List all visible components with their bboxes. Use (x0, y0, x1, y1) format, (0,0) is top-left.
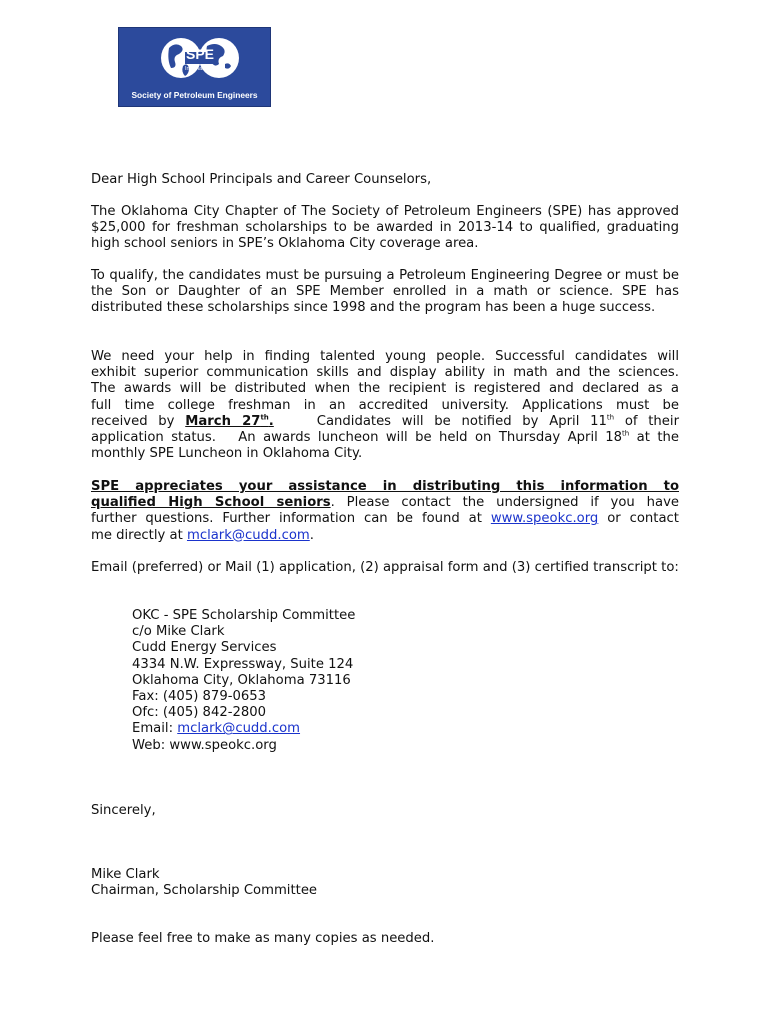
address-line: Oklahoma City, Oklahoma 73116 (132, 672, 351, 688)
help-line: exhibit superior communication skills and display ability in math and the sciences. (91, 365, 679, 381)
deadline-date: March 27th. (185, 413, 274, 429)
paragraph-help (91, 349, 679, 462)
paragraph-funding: The Oklahoma City Chapter of The Society of Petroleum Engineers (SPE) has approved $25,000 for freshman scholarships to be awarded in 2013-14 to qualified, graduating high school seniors in SPE’s Oklahoma City coverage area. (91, 204, 679, 252)
appreciation-line: further questions. Further information can be found at www.speokc.org or contact (91, 511, 679, 527)
office-phone-line: Ofc: (405) 842-2800 (132, 705, 267, 721)
appreciation-line: me directly at mclark@cudd.com. (91, 527, 314, 543)
spe-logo (118, 27, 271, 107)
fax-line: Fax: (405) 879-0653 (132, 688, 267, 704)
paragraph-instructions: Email (preferred) or Mail (1) application, (2) appraisal form and (3) certified transcript to: (91, 560, 679, 575)
signer-name: Mike Clark (91, 867, 160, 882)
footer-note: Please feel free to make as many copies as needed. (91, 931, 435, 946)
salutation: Dear High School Principals and Career Counselors, (91, 172, 432, 187)
closing: Sincerely, (91, 803, 156, 818)
web-line: Web: www.speokc.org (132, 737, 277, 753)
help-line: full time college freshman in an accredited university. Applications must be (91, 397, 679, 413)
help-line: The awards will be distributed when the recipient is registered and declared as a (91, 381, 679, 397)
address-line: Cudd Energy Services (132, 640, 277, 656)
help-line-deadline: received by March 27th. Candidates will be notified by April 11th of their (91, 413, 679, 429)
paragraph-qualify: To qualify, the candidates must be pursuing a Petroleum Engineering Degree or must be the Son or Daughter of an SPE Member enrolled in a math or science. SPE has distributed these scholarships since 1998 and the program has been a huge success. (91, 268, 679, 316)
signer-title: Chairman, Scholarship Committee (91, 883, 318, 898)
website-link[interactable]: www.speokc.org (490, 511, 599, 527)
appreciation-line: qualified High School seniors. Please contact the undersigned if you have (91, 495, 679, 511)
mailing-address (132, 608, 355, 754)
address-line: OKC - SPE Scholarship Committee (132, 608, 356, 623)
paragraph-appreciation (91, 479, 679, 544)
logo-caption: Society of Petroleum Engineers (131, 90, 258, 100)
help-line: monthly SPE Luncheon in Oklahoma City. (91, 446, 363, 462)
address-email-link[interactable]: mclark@cudd.com (177, 721, 301, 737)
help-line: We need your help in finding talented young people. Successful candidates will (91, 349, 679, 364)
email-link[interactable]: mclark@cudd.com (186, 527, 310, 543)
address-line: 4334 N.W. Expressway, Suite 124 (132, 656, 354, 672)
logo-sub: International (185, 66, 216, 72)
address-line: c/o Mike Clark (132, 624, 225, 640)
help-line-luncheon: application status. An awards luncheon will be held on Thursday April 18th at the (91, 429, 679, 446)
email-line: Email: mclark@cudd.com (132, 721, 301, 737)
logo-mark: SPE (186, 46, 215, 62)
appreciation-bold: SPE appreciates your assistance in distributing this information to (91, 479, 679, 494)
